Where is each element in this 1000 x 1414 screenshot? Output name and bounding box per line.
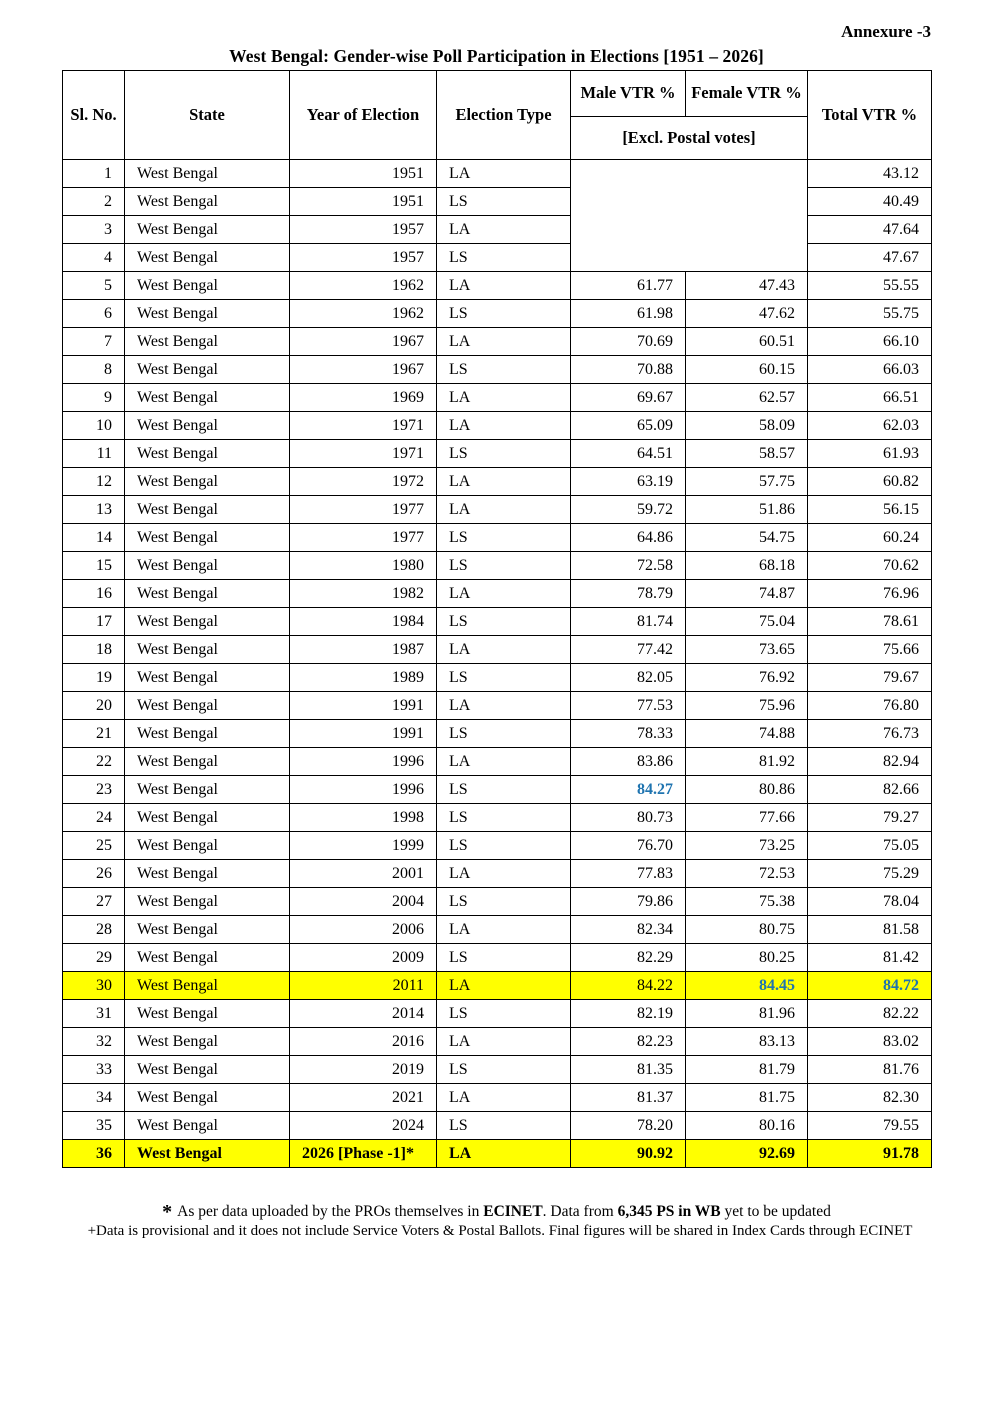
cell-state: West Bengal bbox=[125, 832, 290, 860]
cell-sl-no: 15 bbox=[63, 552, 125, 580]
table-row bbox=[63, 1084, 932, 1112]
cell-female-vtr: 74.87 bbox=[686, 580, 808, 608]
cell-state: West Bengal bbox=[125, 188, 290, 216]
cell-male-vtr: 63.19 bbox=[571, 468, 686, 496]
cell-election-type: LS bbox=[437, 1056, 571, 1084]
table-row bbox=[63, 720, 932, 748]
cell-total-vtr: 62.03 bbox=[808, 412, 932, 440]
cell-election-type: LA bbox=[437, 748, 571, 776]
footnote-segment: ECINET bbox=[483, 1203, 543, 1220]
table-row bbox=[63, 356, 932, 384]
cell-sl-no: 26 bbox=[63, 860, 125, 888]
cell-year: 1957 bbox=[290, 244, 437, 272]
cell-year: 1971 bbox=[290, 412, 437, 440]
cell-state: West Bengal bbox=[125, 524, 290, 552]
cell-state: West Bengal bbox=[125, 328, 290, 356]
cell-state: West Bengal bbox=[125, 1056, 290, 1084]
cell-total-vtr: 79.67 bbox=[808, 664, 932, 692]
cell-male-vtr: 77.53 bbox=[571, 692, 686, 720]
cell-sl-no: 20 bbox=[63, 692, 125, 720]
cell-sl-no: 17 bbox=[63, 608, 125, 636]
cell-year: 1972 bbox=[290, 468, 437, 496]
cell-year: 1977 bbox=[290, 496, 437, 524]
cell-total-vtr: 70.62 bbox=[808, 552, 932, 580]
cell-state: West Bengal bbox=[125, 944, 290, 972]
cell-total-vtr: 60.82 bbox=[808, 468, 932, 496]
cell-election-type: LS bbox=[437, 832, 571, 860]
cell-sl-no: 1 bbox=[63, 160, 125, 188]
cell-male-vtr: 64.51 bbox=[571, 440, 686, 468]
cell-female-vtr: 81.96 bbox=[686, 1000, 808, 1028]
cell-total-vtr: 76.96 bbox=[808, 580, 932, 608]
table-row bbox=[63, 1112, 932, 1140]
cell-state: West Bengal bbox=[125, 300, 290, 328]
table-row bbox=[63, 1056, 932, 1084]
cell-sl-no: 34 bbox=[63, 1084, 125, 1112]
cell-sl-no: 2 bbox=[63, 188, 125, 216]
cell-sl-no: 24 bbox=[63, 804, 125, 832]
cell-year: 2016 bbox=[290, 1028, 437, 1056]
cell-male-vtr: 72.58 bbox=[571, 552, 686, 580]
cell-sl-no: 21 bbox=[63, 720, 125, 748]
cell-female-vtr: 60.15 bbox=[686, 356, 808, 384]
cell-female-vtr: 60.51 bbox=[686, 328, 808, 356]
cell-election-type: LS bbox=[437, 524, 571, 552]
cell-male-vtr: 65.09 bbox=[571, 412, 686, 440]
table-row bbox=[63, 636, 932, 664]
cell-year: 2024 bbox=[290, 1112, 437, 1140]
cell-year: 1980 bbox=[290, 552, 437, 580]
cell-male-vtr: 61.98 bbox=[571, 300, 686, 328]
cell-female-vtr: 62.57 bbox=[686, 384, 808, 412]
table-row bbox=[63, 300, 932, 328]
cell-election-type: LA bbox=[437, 468, 571, 496]
cell-year: 2004 bbox=[290, 888, 437, 916]
cell-female-vtr: 57.75 bbox=[686, 468, 808, 496]
cell-state: West Bengal bbox=[125, 244, 290, 272]
cell-total-vtr: 61.93 bbox=[808, 440, 932, 468]
cell-total-vtr: 78.04 bbox=[808, 888, 932, 916]
col-header-state: State bbox=[125, 71, 290, 160]
cell-total-vtr: 56.15 bbox=[808, 496, 932, 524]
cell-election-type: LA bbox=[437, 384, 571, 412]
cell-state: West Bengal bbox=[125, 636, 290, 664]
col-header-excl-postal-votes: [Excl. Postal votes] bbox=[571, 117, 808, 160]
cell-male-vtr: 70.69 bbox=[571, 328, 686, 356]
cell-year: 2021 bbox=[290, 1084, 437, 1112]
cell-sl-no: 12 bbox=[63, 468, 125, 496]
col-header-female-vtr: Female VTR % bbox=[686, 71, 808, 117]
cell-year: 1991 bbox=[290, 720, 437, 748]
cell-year: 1984 bbox=[290, 608, 437, 636]
cell-total-vtr: 55.55 bbox=[808, 272, 932, 300]
cell-year: 1969 bbox=[290, 384, 437, 412]
cell-election-type: LA bbox=[437, 1084, 571, 1112]
cell-year: 1999 bbox=[290, 832, 437, 860]
cell-state: West Bengal bbox=[125, 384, 290, 412]
cell-election-type: LA bbox=[437, 496, 571, 524]
table-row bbox=[63, 860, 932, 888]
cell-sl-no: 4 bbox=[63, 244, 125, 272]
cell-male-vtr: 82.19 bbox=[571, 1000, 686, 1028]
cell-election-type: LS bbox=[437, 608, 571, 636]
cell-male-vtr: 81.37 bbox=[571, 1084, 686, 1112]
cell-total-vtr: 79.55 bbox=[808, 1112, 932, 1140]
cell-election-type: LA bbox=[437, 216, 571, 244]
cell-election-type: LA bbox=[437, 692, 571, 720]
cell-sl-no: 36 bbox=[63, 1140, 125, 1168]
cell-sl-no: 27 bbox=[63, 888, 125, 916]
table-row bbox=[63, 608, 932, 636]
cell-election-type: LS bbox=[437, 888, 571, 916]
cell-year: 2011 bbox=[290, 972, 437, 1000]
footnote-asterisk bbox=[62, 1197, 931, 1223]
cell-election-type: LS bbox=[437, 552, 571, 580]
cell-year: 1967 bbox=[290, 356, 437, 384]
col-header-total-vtr: Total VTR % bbox=[808, 71, 932, 160]
cell-female-vtr: 84.45 bbox=[686, 972, 808, 1000]
cell-total-vtr: 91.78 bbox=[808, 1140, 932, 1168]
cell-year: 1977 bbox=[290, 524, 437, 552]
cell-sl-no: 10 bbox=[63, 412, 125, 440]
cell-year: 1962 bbox=[290, 300, 437, 328]
cell-female-vtr: 83.13 bbox=[686, 1028, 808, 1056]
cell-state: West Bengal bbox=[125, 916, 290, 944]
footnote-segment: 6,345 PS in WB bbox=[617, 1203, 721, 1220]
footnote-segment: yet to be updated bbox=[720, 1203, 831, 1220]
cell-state: West Bengal bbox=[125, 580, 290, 608]
cell-state: West Bengal bbox=[125, 804, 290, 832]
cell-male-vtr: 76.70 bbox=[571, 832, 686, 860]
table-row bbox=[63, 748, 932, 776]
cell-male-vtr: 59.72 bbox=[571, 496, 686, 524]
cell-female-vtr: 51.86 bbox=[686, 496, 808, 524]
cell-year: 1982 bbox=[290, 580, 437, 608]
cell-state: West Bengal bbox=[125, 1028, 290, 1056]
cell-election-type: LS bbox=[437, 804, 571, 832]
cell-female-vtr: 81.79 bbox=[686, 1056, 808, 1084]
table-row bbox=[63, 916, 932, 944]
cell-state: West Bengal bbox=[125, 160, 290, 188]
cell-total-vtr: 83.02 bbox=[808, 1028, 932, 1056]
cell-state: West Bengal bbox=[125, 272, 290, 300]
cell-male-vtr: 64.86 bbox=[571, 524, 686, 552]
cell-male-vtr: 82.34 bbox=[571, 916, 686, 944]
cell-male-vtr: 69.67 bbox=[571, 384, 686, 412]
cell-total-vtr: 66.51 bbox=[808, 384, 932, 412]
cell-male-vtr: 77.83 bbox=[571, 860, 686, 888]
cell-total-vtr: 76.73 bbox=[808, 720, 932, 748]
cell-male-vtr: 78.79 bbox=[571, 580, 686, 608]
cell-election-type: LA bbox=[437, 1028, 571, 1056]
table-row bbox=[63, 384, 932, 412]
cell-sl-no: 19 bbox=[63, 664, 125, 692]
cell-female-vtr: 58.57 bbox=[686, 440, 808, 468]
annexure-label: Annexure -3 bbox=[841, 22, 931, 41]
cell-female-vtr: 80.16 bbox=[686, 1112, 808, 1140]
footnote-segment: As per data uploaded by the PROs themselves in bbox=[177, 1203, 484, 1220]
cell-state: West Bengal bbox=[125, 776, 290, 804]
cell-sl-no: 13 bbox=[63, 496, 125, 524]
cell-female-vtr: 47.62 bbox=[686, 300, 808, 328]
cell-total-vtr: 75.29 bbox=[808, 860, 932, 888]
cell-election-type: LA bbox=[437, 272, 571, 300]
cell-sl-no: 28 bbox=[63, 916, 125, 944]
cell-election-type: LS bbox=[437, 720, 571, 748]
cell-male-vtr: 83.86 bbox=[571, 748, 686, 776]
col-header-sl-no: Sl. No. bbox=[63, 71, 125, 160]
cell-male-vtr: 61.77 bbox=[571, 272, 686, 300]
cell-female-vtr: 76.92 bbox=[686, 664, 808, 692]
cell-year: 1989 bbox=[290, 664, 437, 692]
cell-sl-no: 5 bbox=[63, 272, 125, 300]
cell-election-type: LA bbox=[437, 636, 571, 664]
cell-female-vtr: 75.38 bbox=[686, 888, 808, 916]
cell-year: 1957 bbox=[290, 216, 437, 244]
cell-total-vtr: 81.58 bbox=[808, 916, 932, 944]
cell-election-type: LA bbox=[437, 160, 571, 188]
table-row bbox=[63, 328, 932, 356]
cell-sl-no: 32 bbox=[63, 1028, 125, 1056]
cell-state: West Bengal bbox=[125, 720, 290, 748]
cell-election-type: LS bbox=[437, 776, 571, 804]
cell-total-vtr: 84.72 bbox=[808, 972, 932, 1000]
cell-total-vtr: 82.66 bbox=[808, 776, 932, 804]
cell-election-type: LS bbox=[437, 188, 571, 216]
cell-state: West Bengal bbox=[125, 1000, 290, 1028]
cell-sl-no: 11 bbox=[63, 440, 125, 468]
table-row bbox=[63, 944, 932, 972]
cell-female-vtr: 80.75 bbox=[686, 916, 808, 944]
cell-sl-no: 25 bbox=[63, 832, 125, 860]
cell-year: 1962 bbox=[290, 272, 437, 300]
cell-state: West Bengal bbox=[125, 496, 290, 524]
cell-sl-no: 23 bbox=[63, 776, 125, 804]
cell-male-vtr: 79.86 bbox=[571, 888, 686, 916]
cell-year: 1998 bbox=[290, 804, 437, 832]
cell-state: West Bengal bbox=[125, 860, 290, 888]
cell-male-vtr: 77.42 bbox=[571, 636, 686, 664]
cell-male-vtr: 90.92 bbox=[571, 1140, 686, 1168]
cell-male-vtr: 82.29 bbox=[571, 944, 686, 972]
cell-sl-no: 31 bbox=[63, 1000, 125, 1028]
cell-sl-no: 7 bbox=[63, 328, 125, 356]
cell-total-vtr: 66.03 bbox=[808, 356, 932, 384]
cell-male-vtr: 80.73 bbox=[571, 804, 686, 832]
cell-state: West Bengal bbox=[125, 412, 290, 440]
cell-year: 1951 bbox=[290, 188, 437, 216]
cell-female-vtr: 73.25 bbox=[686, 832, 808, 860]
cell-sl-no: 35 bbox=[63, 1112, 125, 1140]
cell-female-vtr: 75.04 bbox=[686, 608, 808, 636]
cell-year: 1987 bbox=[290, 636, 437, 664]
footnote-provisional: +Data is provisional and it does not include Service Voters & Postal Ballots. Final figures will be shared in Index Cards through ECINET bbox=[87, 1223, 913, 1239]
cell-year: 2009 bbox=[290, 944, 437, 972]
cell-male-vtr: 84.27 bbox=[571, 776, 686, 804]
table-row bbox=[63, 972, 932, 1000]
cell-year: 1951 bbox=[290, 160, 437, 188]
cell-male-vtr: 78.20 bbox=[571, 1112, 686, 1140]
cell-election-type: LS bbox=[437, 300, 571, 328]
page-title: West Bengal: Gender-wise Poll Participation in Elections [1951 – 2026] bbox=[229, 46, 764, 66]
table-row bbox=[63, 1140, 932, 1168]
cell-female-vtr: 54.75 bbox=[686, 524, 808, 552]
cell-year: 1991 bbox=[290, 692, 437, 720]
table-row bbox=[63, 1028, 932, 1056]
cell-state: West Bengal bbox=[125, 468, 290, 496]
cell-female-vtr: 80.86 bbox=[686, 776, 808, 804]
cell-male-vtr: 81.74 bbox=[571, 608, 686, 636]
cell-state: West Bengal bbox=[125, 748, 290, 776]
cell-total-vtr: 81.76 bbox=[808, 1056, 932, 1084]
cell-state: West Bengal bbox=[125, 1140, 290, 1168]
col-header-election-type: Election Type bbox=[437, 71, 571, 160]
cell-sl-no: 8 bbox=[63, 356, 125, 384]
table-row bbox=[63, 832, 932, 860]
cell-total-vtr: 81.42 bbox=[808, 944, 932, 972]
cell-election-type: LS bbox=[437, 1112, 571, 1140]
cell-year: 1996 bbox=[290, 776, 437, 804]
table-row bbox=[63, 664, 932, 692]
cell-state: West Bengal bbox=[125, 972, 290, 1000]
cell-total-vtr: 55.75 bbox=[808, 300, 932, 328]
cell-female-vtr: 81.92 bbox=[686, 748, 808, 776]
table-row bbox=[63, 692, 932, 720]
cell-year: 2019 bbox=[290, 1056, 437, 1084]
cell-total-vtr: 66.10 bbox=[808, 328, 932, 356]
cell-sl-no: 29 bbox=[63, 944, 125, 972]
cell-state: West Bengal bbox=[125, 216, 290, 244]
cell-female-vtr: 80.25 bbox=[686, 944, 808, 972]
cell-female-vtr: 81.75 bbox=[686, 1084, 808, 1112]
cell-year: 1996 bbox=[290, 748, 437, 776]
cell-state: West Bengal bbox=[125, 664, 290, 692]
cell-election-type: LS bbox=[437, 664, 571, 692]
cell-election-type: LA bbox=[437, 972, 571, 1000]
cell-total-vtr: 40.49 bbox=[808, 188, 932, 216]
col-header-year: Year of Election bbox=[290, 71, 437, 160]
table-row bbox=[63, 468, 932, 496]
cell-total-vtr: 43.12 bbox=[808, 160, 932, 188]
cell-state: West Bengal bbox=[125, 1084, 290, 1112]
cell-state: West Bengal bbox=[125, 552, 290, 580]
cell-election-type: LS bbox=[437, 244, 571, 272]
cell-female-vtr: 47.43 bbox=[686, 272, 808, 300]
cell-election-type: LS bbox=[437, 944, 571, 972]
asterisk-mark: * bbox=[162, 1201, 173, 1223]
cell-total-vtr: 82.30 bbox=[808, 1084, 932, 1112]
cell-state: West Bengal bbox=[125, 356, 290, 384]
col-header-male-vtr: Male VTR % bbox=[571, 71, 686, 117]
cell-year: 2026 [Phase -1]* bbox=[290, 1140, 437, 1168]
table-row bbox=[63, 888, 932, 916]
cell-sl-no: 22 bbox=[63, 748, 125, 776]
cell-male-vtr: 82.05 bbox=[571, 664, 686, 692]
cell-election-type: LA bbox=[437, 916, 571, 944]
table-row bbox=[63, 496, 932, 524]
cell-total-vtr: 47.67 bbox=[808, 244, 932, 272]
table-row bbox=[63, 524, 932, 552]
cell-female-vtr: 72.53 bbox=[686, 860, 808, 888]
cell-election-type: LA bbox=[437, 860, 571, 888]
cell-state: West Bengal bbox=[125, 1112, 290, 1140]
table-row bbox=[63, 776, 932, 804]
cell-election-type: LS bbox=[437, 440, 571, 468]
cell-sl-no: 18 bbox=[63, 636, 125, 664]
cell-state: West Bengal bbox=[125, 440, 290, 468]
cell-female-vtr: 74.88 bbox=[686, 720, 808, 748]
cell-state: West Bengal bbox=[125, 692, 290, 720]
cell-election-type: LS bbox=[437, 356, 571, 384]
merged-empty-cell bbox=[571, 160, 808, 272]
table-row bbox=[63, 160, 932, 188]
cell-male-vtr: 70.88 bbox=[571, 356, 686, 384]
cell-year: 1971 bbox=[290, 440, 437, 468]
cell-total-vtr: 76.80 bbox=[808, 692, 932, 720]
poll-participation-table bbox=[62, 70, 932, 1168]
cell-total-vtr: 79.27 bbox=[808, 804, 932, 832]
cell-sl-no: 9 bbox=[63, 384, 125, 412]
cell-total-vtr: 75.05 bbox=[808, 832, 932, 860]
cell-election-type: LA bbox=[437, 328, 571, 356]
footnote-segment: . Data from bbox=[542, 1203, 618, 1220]
cell-election-type: LA bbox=[437, 1140, 571, 1168]
cell-female-vtr: 73.65 bbox=[686, 636, 808, 664]
cell-sl-no: 3 bbox=[63, 216, 125, 244]
cell-year: 2006 bbox=[290, 916, 437, 944]
cell-male-vtr: 82.23 bbox=[571, 1028, 686, 1056]
cell-sl-no: 33 bbox=[63, 1056, 125, 1084]
cell-state: West Bengal bbox=[125, 888, 290, 916]
table-row bbox=[63, 440, 932, 468]
cell-sl-no: 6 bbox=[63, 300, 125, 328]
cell-total-vtr: 47.64 bbox=[808, 216, 932, 244]
table-row bbox=[63, 272, 932, 300]
cell-sl-no: 14 bbox=[63, 524, 125, 552]
cell-total-vtr: 78.61 bbox=[808, 608, 932, 636]
cell-female-vtr: 68.18 bbox=[686, 552, 808, 580]
cell-state: West Bengal bbox=[125, 608, 290, 636]
table-row bbox=[63, 1000, 932, 1028]
cell-year: 1967 bbox=[290, 328, 437, 356]
table-header bbox=[63, 71, 932, 160]
cell-total-vtr: 82.22 bbox=[808, 1000, 932, 1028]
cell-election-type: LA bbox=[437, 412, 571, 440]
cell-male-vtr: 81.35 bbox=[571, 1056, 686, 1084]
table-row bbox=[63, 580, 932, 608]
cell-election-type: LS bbox=[437, 1000, 571, 1028]
cell-female-vtr: 92.69 bbox=[686, 1140, 808, 1168]
table-row bbox=[63, 804, 932, 832]
cell-sl-no: 30 bbox=[63, 972, 125, 1000]
cell-total-vtr: 82.94 bbox=[808, 748, 932, 776]
table-row bbox=[63, 412, 932, 440]
table-body bbox=[63, 160, 932, 1168]
cell-female-vtr: 58.09 bbox=[686, 412, 808, 440]
cell-year: 2001 bbox=[290, 860, 437, 888]
cell-total-vtr: 60.24 bbox=[808, 524, 932, 552]
table-row bbox=[63, 552, 932, 580]
cell-sl-no: 16 bbox=[63, 580, 125, 608]
cell-female-vtr: 77.66 bbox=[686, 804, 808, 832]
cell-male-vtr: 78.33 bbox=[571, 720, 686, 748]
cell-total-vtr: 75.66 bbox=[808, 636, 932, 664]
cell-election-type: LA bbox=[437, 580, 571, 608]
cell-male-vtr: 84.22 bbox=[571, 972, 686, 1000]
cell-year: 2014 bbox=[290, 1000, 437, 1028]
cell-female-vtr: 75.96 bbox=[686, 692, 808, 720]
